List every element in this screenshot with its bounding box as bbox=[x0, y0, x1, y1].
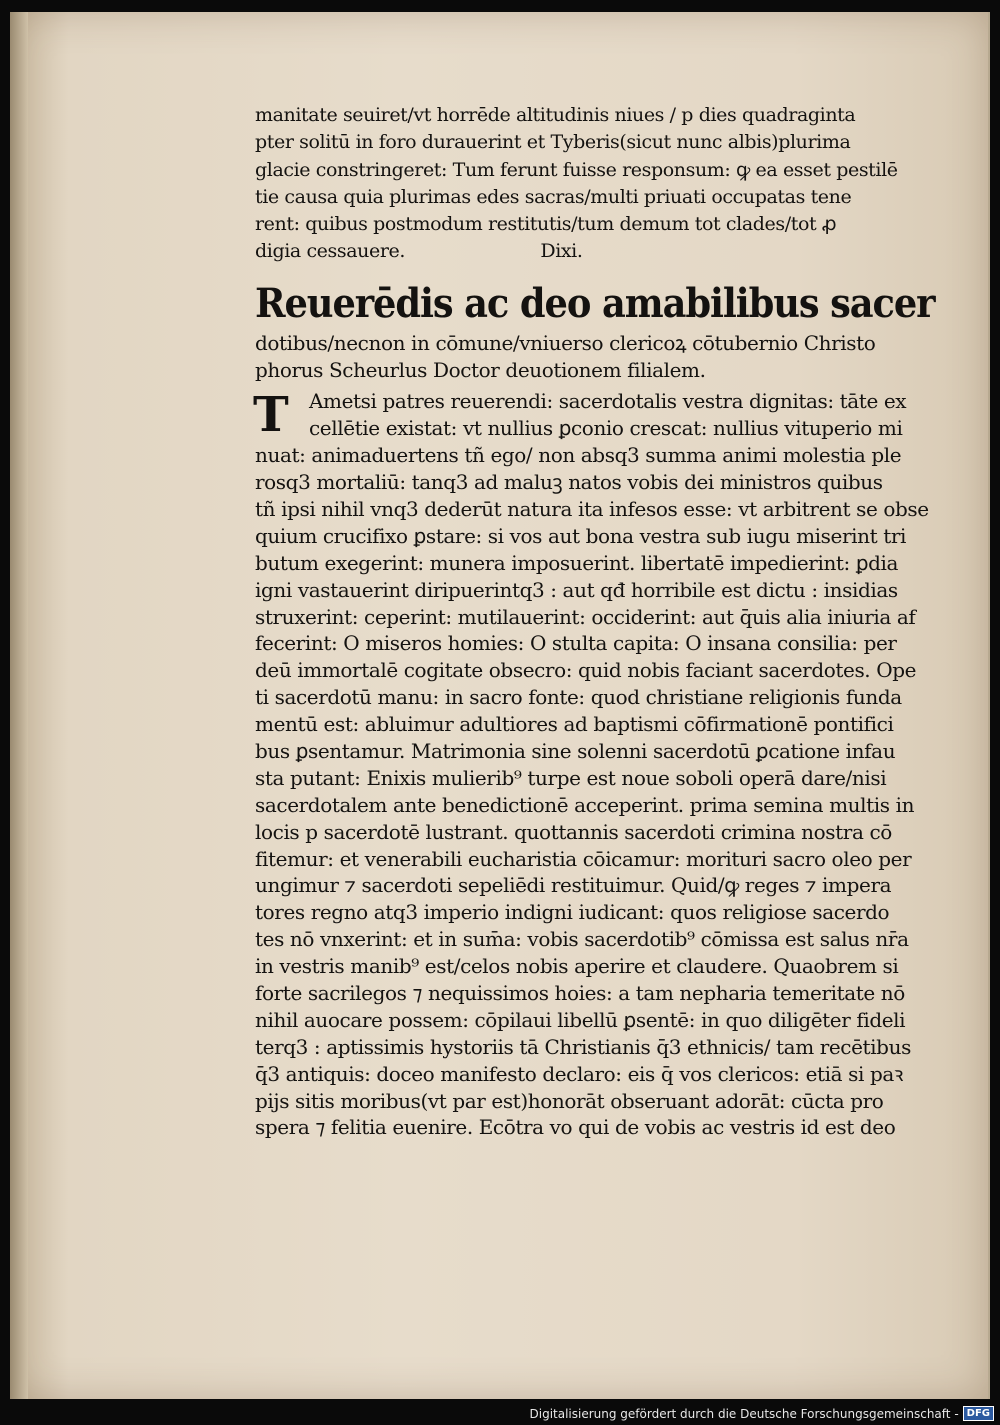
text-line: nuat: animaduertens tñ ego/ non absq3 summa animi molestia ple bbox=[255, 443, 902, 468]
text-line: sta putant: Enixis mulierib⁹ turpe est noue soboli operā dare/nisi bbox=[255, 765, 887, 790]
text-line: glacie constringeret: Tum ferunt fuisse responsum: ꝙ ea esset pestilē bbox=[255, 158, 898, 181]
text-line: mentū est: abluimur adultiores ad baptismi cōfirmationē pontifici bbox=[255, 712, 894, 737]
text-line: ungimur ⁊ sacerdoti sepeliēdi restituimur. Quid/ꝙ reges ⁊ impera bbox=[255, 873, 892, 898]
text-line: manitate seuiret/vt horrēde altitudinis niues / p dies quadraginta bbox=[255, 104, 856, 126]
page-gutter bbox=[10, 12, 28, 1399]
text-line: nihil auocare possem: cōpilaui libellū ꝑsentē: in quo diligēter fideli bbox=[255, 1007, 906, 1032]
funding-credit-text: Digitalisierung gefördert durch die Deutsche Forschungsgemeinschaft - bbox=[529, 1406, 959, 1421]
text-line: pijs sitis moribus(vt par est)honorāt obseruant adorāt: cūcta pro bbox=[255, 1088, 884, 1113]
text-line: digia cessauere. Dixi. bbox=[255, 240, 583, 263]
body-text bbox=[255, 388, 935, 1141]
text-line: tes nō vnxerint: et in sum̄a: vobis sacerdotib⁹ cōmissa est salus nr̄a bbox=[255, 927, 909, 952]
text-line: bus ꝑsentamur. Matrimonia sine solenni sacerdotū ꝑcatione infau bbox=[255, 738, 896, 763]
text-line: Ametsi patres reuerendi: sacerdotalis vestra dignitas: tāte ex bbox=[309, 389, 907, 414]
text-line: fitemur: et venerabili eucharistia cōicamur: morituri sacro oleo per bbox=[255, 846, 912, 871]
text-line: quium crucifixo ꝑstare: si vos aut bona vestra sub iugu miserint tri bbox=[255, 523, 906, 548]
text-block bbox=[255, 102, 935, 1141]
text-line: butum exegerint: munera imposuerint. libertatē impedierint: ꝑdia bbox=[255, 550, 899, 575]
text-line: pter solitū in foro durauerint et Tyberis(sicut nunc albis)plurima bbox=[255, 131, 851, 154]
text-line: tñ ipsi nihil vnq3 dederūt natura ita infesos esse: vt arbitrent se obse bbox=[255, 496, 929, 521]
text-line: q̄3 antiquis: doceo manifesto declaro: eis q̄ vos clericos: etiā si paꝛ bbox=[255, 1061, 903, 1086]
text-line: deū immortalē cogitate obsecro: quid nobis faciant sacerdotes. Ope bbox=[255, 658, 917, 683]
text-line: ti sacerdotū manu: in sacro fonte: quod christiane religionis funda bbox=[255, 685, 902, 710]
decorated-initial: T bbox=[253, 387, 289, 444]
text-line: phorus Scheurlus Doctor deuotionem filialem. bbox=[255, 358, 706, 383]
text-line: tores regno atq3 imperio indigni iudicant: quos religiose sacerdo bbox=[255, 900, 890, 925]
text-line: fecerint: O miseros homies: O stulta capita: O insana consilia: per bbox=[255, 631, 897, 656]
text-line: locis p sacerdotē lustrant. quottannis sacerdoti crimina nostra cō bbox=[255, 819, 892, 844]
text-line: struxerint: ceperint: mutilauerint: occiderint: aut q̄uis alia iniuria af bbox=[255, 604, 916, 629]
text-line: rent: quibus postmodum restitutis/tum demum tot clades/tot ꝓ bbox=[255, 213, 837, 236]
preceding-text bbox=[255, 102, 935, 266]
text-line: dotibus/necnon in cōmune/vniuerso clericoꝝ cōtubernio Christo bbox=[255, 330, 876, 355]
text-line: spera ⁊ felitia euenire. Ecōtra vo qui de vobis ac vestris id est deo bbox=[255, 1115, 896, 1140]
text-line: terq3 : aptissimis hystoriis tā Christianis q̄3 ethnicis/ tam recētibus bbox=[255, 1034, 911, 1059]
text-line: igni vastauerint diripuerintq3 : aut qđ horribile est dictu : insidias bbox=[255, 577, 898, 602]
section-heading: Reuerēdis ac deo amabilibus sacer bbox=[255, 279, 935, 327]
text-line: cellētie existat: vt nullius ꝑconio crescat: nullius vituperio mi bbox=[309, 416, 903, 441]
funding-credit bbox=[530, 1406, 995, 1421]
text-line: in vestris manib⁹ est/celos nobis aperire et claudere. Quaobrem si bbox=[255, 954, 899, 979]
text-line: rosq3 mortaliū: tanq3 ad maluꝫ natos vobis dei ministros quibus bbox=[255, 470, 883, 495]
text-line: forte sacrilegos ⁊ nequissimos hoies: a tam nepharia temeritate nō bbox=[255, 980, 905, 1005]
text-line: sacerdotalem ante benedictionē acceperint. prima semina multis in bbox=[255, 792, 915, 817]
text-line: tie causa quia plurimas edes sacras/multi priuati occupatas tene bbox=[255, 185, 852, 208]
book-page bbox=[10, 12, 990, 1399]
heading-subtitle bbox=[255, 330, 935, 385]
dfg-logo: DFG bbox=[963, 1406, 994, 1421]
